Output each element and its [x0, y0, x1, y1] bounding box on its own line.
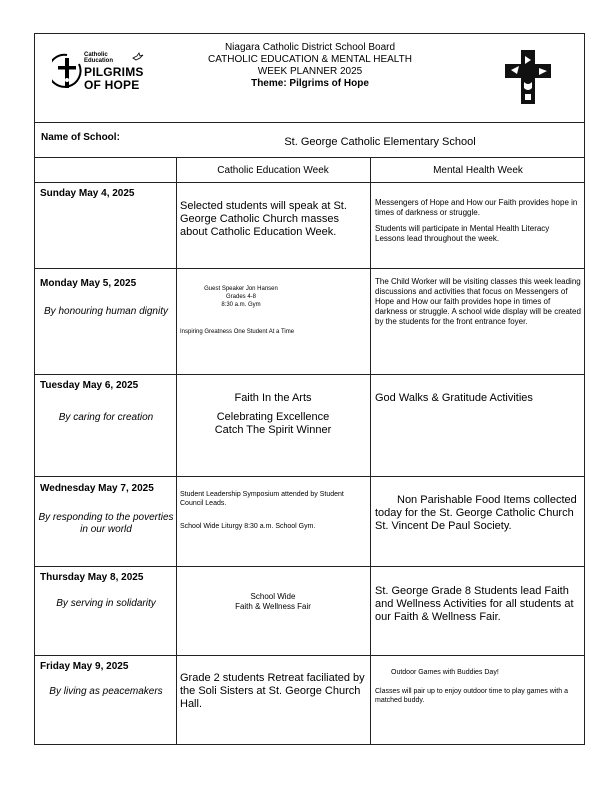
theme-line: Theme: Pilgrims of Hope — [251, 78, 369, 89]
divider — [34, 182, 585, 183]
catholic-cell: Faith In the Arts Celebrating Excellence Catch The Spirit Winner — [214, 392, 332, 436]
day-theme: By responding to the poverties in our world — [38, 512, 174, 535]
day-label: Tuesday May 6, 2025 — [40, 380, 139, 391]
mental-cell: God Walks & Gratitude Activities — [375, 392, 533, 404]
logo-wordmark: PILGRIMS OF HOPE — [84, 65, 144, 92]
catholic-cell: Student Leadership Symposium attended by Student Council Leads. School Wide Liturgy 8:30 a.m. School Gym. — [180, 491, 344, 530]
mental-cell: Outdoor Games with Buddies Day! Classes will pair up to enjoy outdoor time to play games with a matched buddy. — [375, 669, 568, 704]
divider — [34, 374, 585, 375]
mental-cell: Messengers of Hope and How our Faith provides hope in times of darkness or struggle. Students will participate in Mental Health Literacy Lessons lead throughout the week. — [375, 198, 578, 243]
day-theme: By serving in solidarity — [56, 598, 156, 609]
document-header — [180, 42, 440, 90]
page-title: CATHOLIC EDUCATION & MENTAL HEALTH — [208, 54, 412, 65]
catholic-cell: School Wide Faith & Wellness Fair — [235, 592, 311, 611]
divider — [34, 268, 585, 269]
day-theme: By caring for creation — [58, 412, 154, 423]
catholic-cell: Guest Speaker Jon Hansen Grades 4-8 8:30 a.m. Gym — [204, 286, 278, 308]
divider — [370, 157, 371, 745]
day-theme: By living as peacemakers — [49, 686, 163, 697]
day-label: Thursday May 8, 2025 — [40, 572, 144, 583]
day-theme: By honouring human dignity — [44, 306, 168, 317]
column-header-mental: Mental Health Week — [433, 165, 523, 176]
logo-text: Catholic Education — [84, 52, 114, 64]
mental-cell: The Child Worker will be visiting classes this week leading discussions and activities that focus on Messengers of Hope and How our faith provides hope in times of darkness or struggle. A school wide display will be created by the students for the front entrance foyer. — [375, 277, 581, 326]
catholic-cell-note: Inspiring Greatness One Student At a Time — [180, 329, 295, 335]
column-header-catholic: Catholic Education Week — [217, 165, 329, 176]
divider — [34, 476, 585, 477]
catholic-cell: Selected students will speak at St. George Catholic Church masses about Catholic Education Week. — [180, 200, 347, 238]
page-subtitle: WEEK PLANNER 2025 — [257, 66, 363, 77]
board-name: Niagara Catholic District School Board — [224, 42, 396, 53]
school-name-label: Name of School: — [41, 132, 120, 143]
day-label: Wednesday May 7, 2025 — [40, 483, 154, 494]
divider — [34, 655, 585, 656]
day-label: Friday May 9, 2025 — [40, 661, 129, 672]
pilgrims-of-hope-logo — [52, 50, 148, 98]
mental-cell: St. George Grade 8 Students lead Faith and Wellness Activities for all students at our Faith & Wellness Fair. — [375, 585, 574, 623]
mental-cell: Non Parishable Food Items collected today for the St. George Catholic Church St. Vincent De Paul Society. — [375, 494, 577, 532]
catholic-cell: Grade 2 students Retreat faciliated by the Soli Sisters at St. George Church Hall. — [180, 672, 365, 710]
day-label: Sunday May 4, 2025 — [40, 188, 135, 199]
cross-circle-icon — [52, 52, 82, 92]
school-name-value: St. George Catholic Elementary School — [284, 136, 476, 148]
cross-emblem-icon — [503, 48, 553, 106]
divider — [34, 157, 585, 158]
divider — [34, 122, 585, 123]
divider — [34, 566, 585, 567]
day-label: Monday May 5, 2025 — [40, 278, 137, 289]
divider — [176, 157, 177, 745]
dove-icon — [132, 52, 144, 62]
